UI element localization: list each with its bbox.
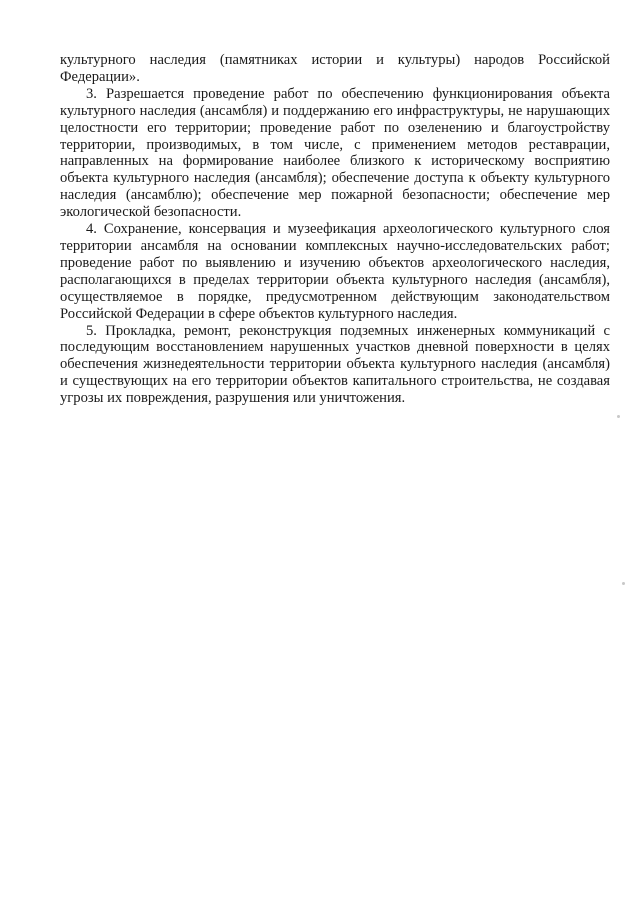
- scan-artifact-dot: [622, 582, 625, 585]
- paragraph-item-3: 3. Разрешается проведение работ по обеспечению функционирования объекта культурного наследия (ансамбля) и поддержанию его инфраструктуры, не нарушающих целостности его территории; проведение работ по озеленению и благоустройству территории, производимых, в том числе, с применением методов реставрации, направленных на формирование наиболее близкого к историческому восприятию объекта культурного наследия (ансамбля); обеспечение доступа к объекту культурного наследия (ансамблю); обеспечение мер пожарной безопасности; обеспечение мер экологической безопасности.: [60, 85, 610, 221]
- scan-artifact-dot: [617, 415, 620, 418]
- paragraph-item-5: 5. Прокладка, ремонт, реконструкция подземных инженерных коммуникаций с последующим восстановлением нарушенных участков дневной поверхности в целях обеспечения жизнедеятельности территории объекта культурного наследия (ансамбля) и существующих на его территории объектов капитального строительства, не создавая угрозы их повреждения, разрушения или уничтожения.: [60, 322, 610, 407]
- document-body: [60, 52, 610, 407]
- paragraph-continuation: культурного наследия (памятниках истории и культуры) народов Российской Федерации».: [60, 52, 610, 85]
- paragraph-item-4: 4. Сохранение, консервация и музеефикация археологического культурного слоя территории ансамбля на основании комплексных научно-исследовательских работ; проведение работ по выявлению и изучению объектов археологического наследия, располагающихся в пределах территории объекта культурного наследия (ансамбля), осуществляемое в порядке, предусмотренном действующим законодательством Российской Федерации в сфере объектов культурного наследия.: [60, 221, 610, 322]
